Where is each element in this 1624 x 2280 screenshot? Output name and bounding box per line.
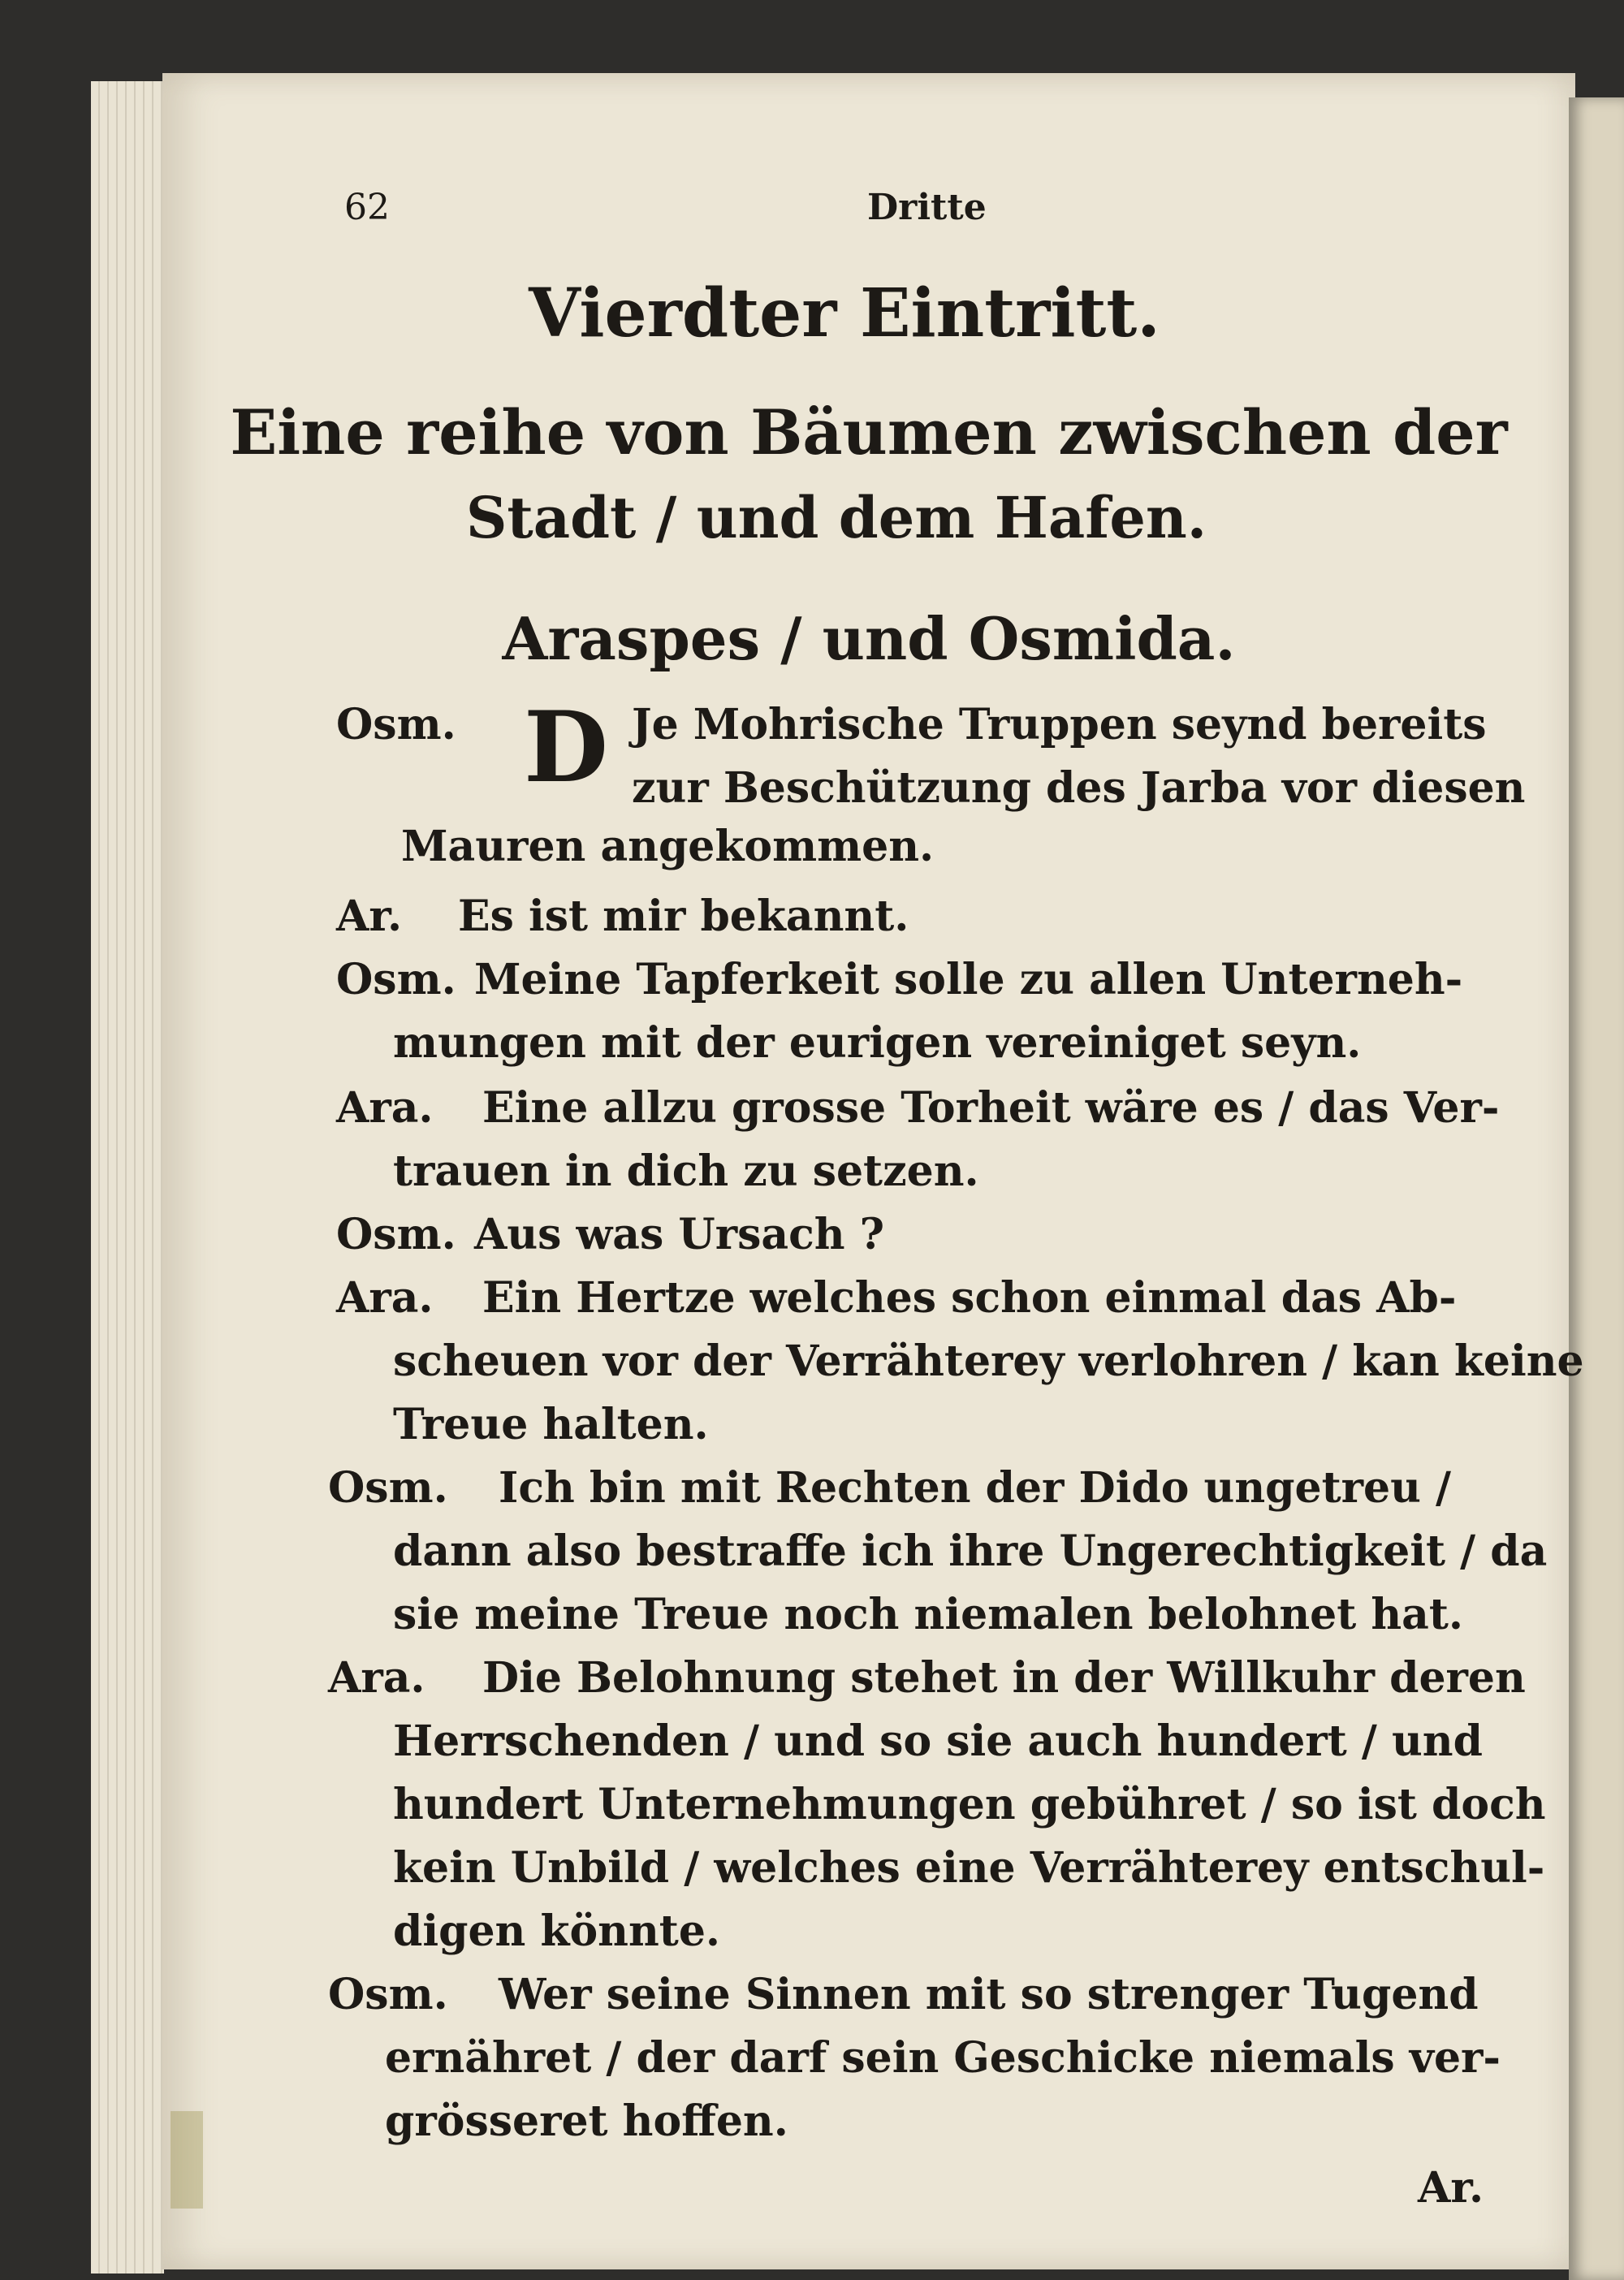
speaker-label: Osm. xyxy=(328,1970,448,2019)
decorated-initial: D xyxy=(523,690,609,805)
dialogue-line: kein Unbild / welches eine Verrähterey entschul- xyxy=(393,1843,1545,1893)
dialogue-line: sie meine Treue noch niemalen belohnet hat. xyxy=(393,1590,1463,1639)
dialogue-line: Mauren angekommen. xyxy=(401,822,935,871)
page-number: 62 xyxy=(344,187,390,228)
scene-title: Vierdter Eintritt. xyxy=(529,274,1160,352)
speaker-label: Ar. xyxy=(336,892,403,941)
dialogue-line: Wer seine Sinnen mit so strenger Tugend xyxy=(499,1970,1479,2019)
catchword: Ar. xyxy=(1418,2163,1484,2213)
speaker-label: Ara. xyxy=(328,1653,425,1703)
speaker-label: Osm. xyxy=(328,1463,448,1513)
setting-line-1: Eine reihe von Bäumen zwischen der xyxy=(230,396,1508,469)
dialogue-line: grösseret hoffen. xyxy=(385,2096,788,2146)
dialogue-line: Es ist mir bekannt. xyxy=(458,892,909,941)
speaker-label: Osm. xyxy=(336,700,456,749)
dialogue-line: digen könnte. xyxy=(393,1906,720,1956)
setting-line-2: Stadt / und dem Hafen. xyxy=(465,484,1207,551)
dialogue-line: Die Belohnung stehet in der Willkuhr deren xyxy=(482,1653,1526,1703)
dialogue-line: Treue halten. xyxy=(393,1400,709,1449)
speaker-label: Ara. xyxy=(336,1083,434,1133)
character-list: Araspes / und Osmida. xyxy=(502,604,1236,673)
running-head: Dritte xyxy=(867,187,987,228)
dialogue-line: Ich bin mit Rechten der Dido ungetreu / xyxy=(499,1463,1451,1513)
speaker-label: Osm. xyxy=(336,1210,456,1259)
dialogue-line: Ein Hertze welches schon einmal das Ab- xyxy=(482,1273,1457,1323)
speaker-label: Osm. xyxy=(336,955,456,1004)
dialogue-line: ernähret / der darf sein Geschicke niemals ver- xyxy=(385,2033,1501,2083)
dialogue-line: mungen mit der eurigen vereiniget seyn. xyxy=(393,1018,1362,1068)
dialogue-line: dann also bestraffe ich ihre Ungerechtigkeit / da xyxy=(393,1526,1548,1576)
dialogue-line: hundert Unternehmungen gebühret / so ist doch xyxy=(393,1780,1546,1829)
speaker-label: Ara. xyxy=(336,1273,434,1323)
dialogue-line: Meine Tapferkeit solle zu allen Unterneh- xyxy=(474,955,1463,1004)
dialogue-line: Aus was Ursach ? xyxy=(474,1210,885,1259)
dialogue-line: Eine allzu grosse Torheit wäre es / das Ver- xyxy=(482,1083,1500,1133)
dialogue-line: zur Beschützung des Jarba vor diesen xyxy=(632,763,1526,813)
dialogue-line: Je Mohrische Truppen seynd bereits xyxy=(632,700,1487,749)
paper-stain xyxy=(171,2111,203,2209)
dialogue-line: scheuen vor der Verrähterey verlohren / kan keine xyxy=(393,1336,1584,1386)
dialogue-line: Herrschenden / und so sie auch hundert / und xyxy=(393,1716,1483,1766)
dialogue-line: trauen in dich zu setzen. xyxy=(393,1146,979,1196)
